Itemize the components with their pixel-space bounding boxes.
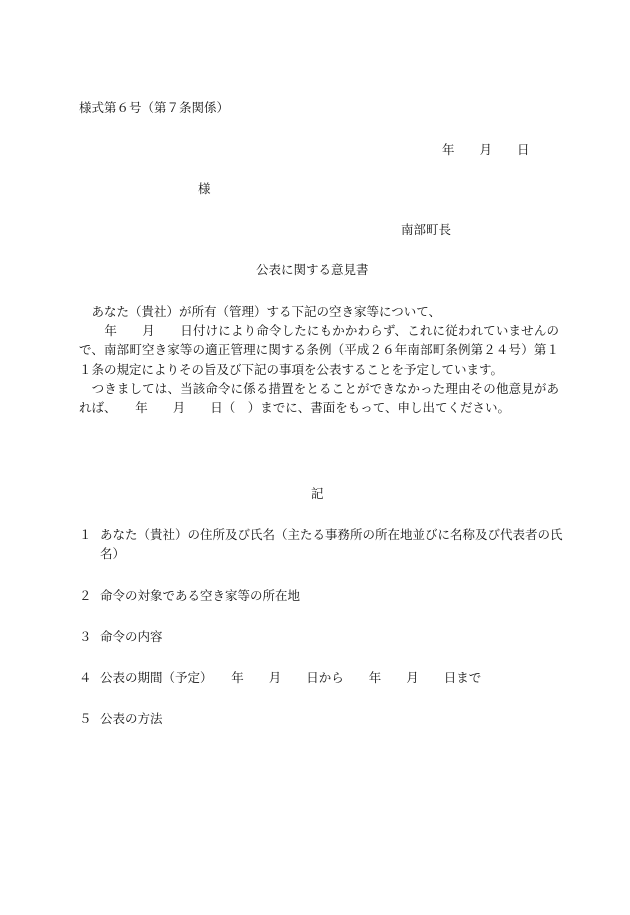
ki-heading: 記 (311, 486, 324, 501)
item-number: ２ (79, 588, 92, 603)
item-number: ４ (79, 670, 92, 685)
list-item (79, 668, 564, 687)
item-number: ３ (79, 629, 92, 644)
item-number: ５ (79, 711, 92, 726)
body-paragraph-1: あなた（貴社）が所有（管理）する下記の空き家等について、 (79, 304, 442, 319)
list-item (79, 525, 564, 563)
list-item (79, 627, 564, 646)
form-number: 様式第６号（第７条関係） (79, 100, 230, 115)
item-text: 公表の期間（予定） 年 月 日から 年 月 日まで (100, 670, 482, 685)
body-text (79, 302, 559, 417)
document-title: 公表に関する意見書 (256, 262, 369, 277)
item-text: 命令の内容 (100, 629, 163, 644)
addressee-honorific: 様 (198, 181, 211, 196)
list-item (79, 709, 564, 728)
issuer-name: 南部町長 (401, 222, 452, 237)
item-text: 公表の方法 (100, 711, 163, 726)
list-item (79, 586, 564, 605)
item-text: 命令の対象である空き家等の所在地 (100, 588, 301, 603)
item-number: １ (79, 527, 92, 542)
body-paragraph-2: 年 月 日付けにより命令したにもかかわらず、これに従われていませんので、南部町空き家等の適正管理に関する条例（平成２６年南部町条例第２４号）第１１条の規定によりその旨及び下記の事項を公表することを予定しています。 (79, 323, 559, 377)
item-text: あなた（貴社）の住所及び氏名（主たる事務所の所在地並びに名称及び代表者の氏名） (100, 527, 563, 562)
body-paragraph-3: つきましては、当該命令に係る措置をとることができなかった理由その他意見があれば、 年 月 日（ ）までに、書面をもって、申し出てください。 (79, 380, 559, 416)
date-line: 年 月 日 (442, 142, 530, 157)
